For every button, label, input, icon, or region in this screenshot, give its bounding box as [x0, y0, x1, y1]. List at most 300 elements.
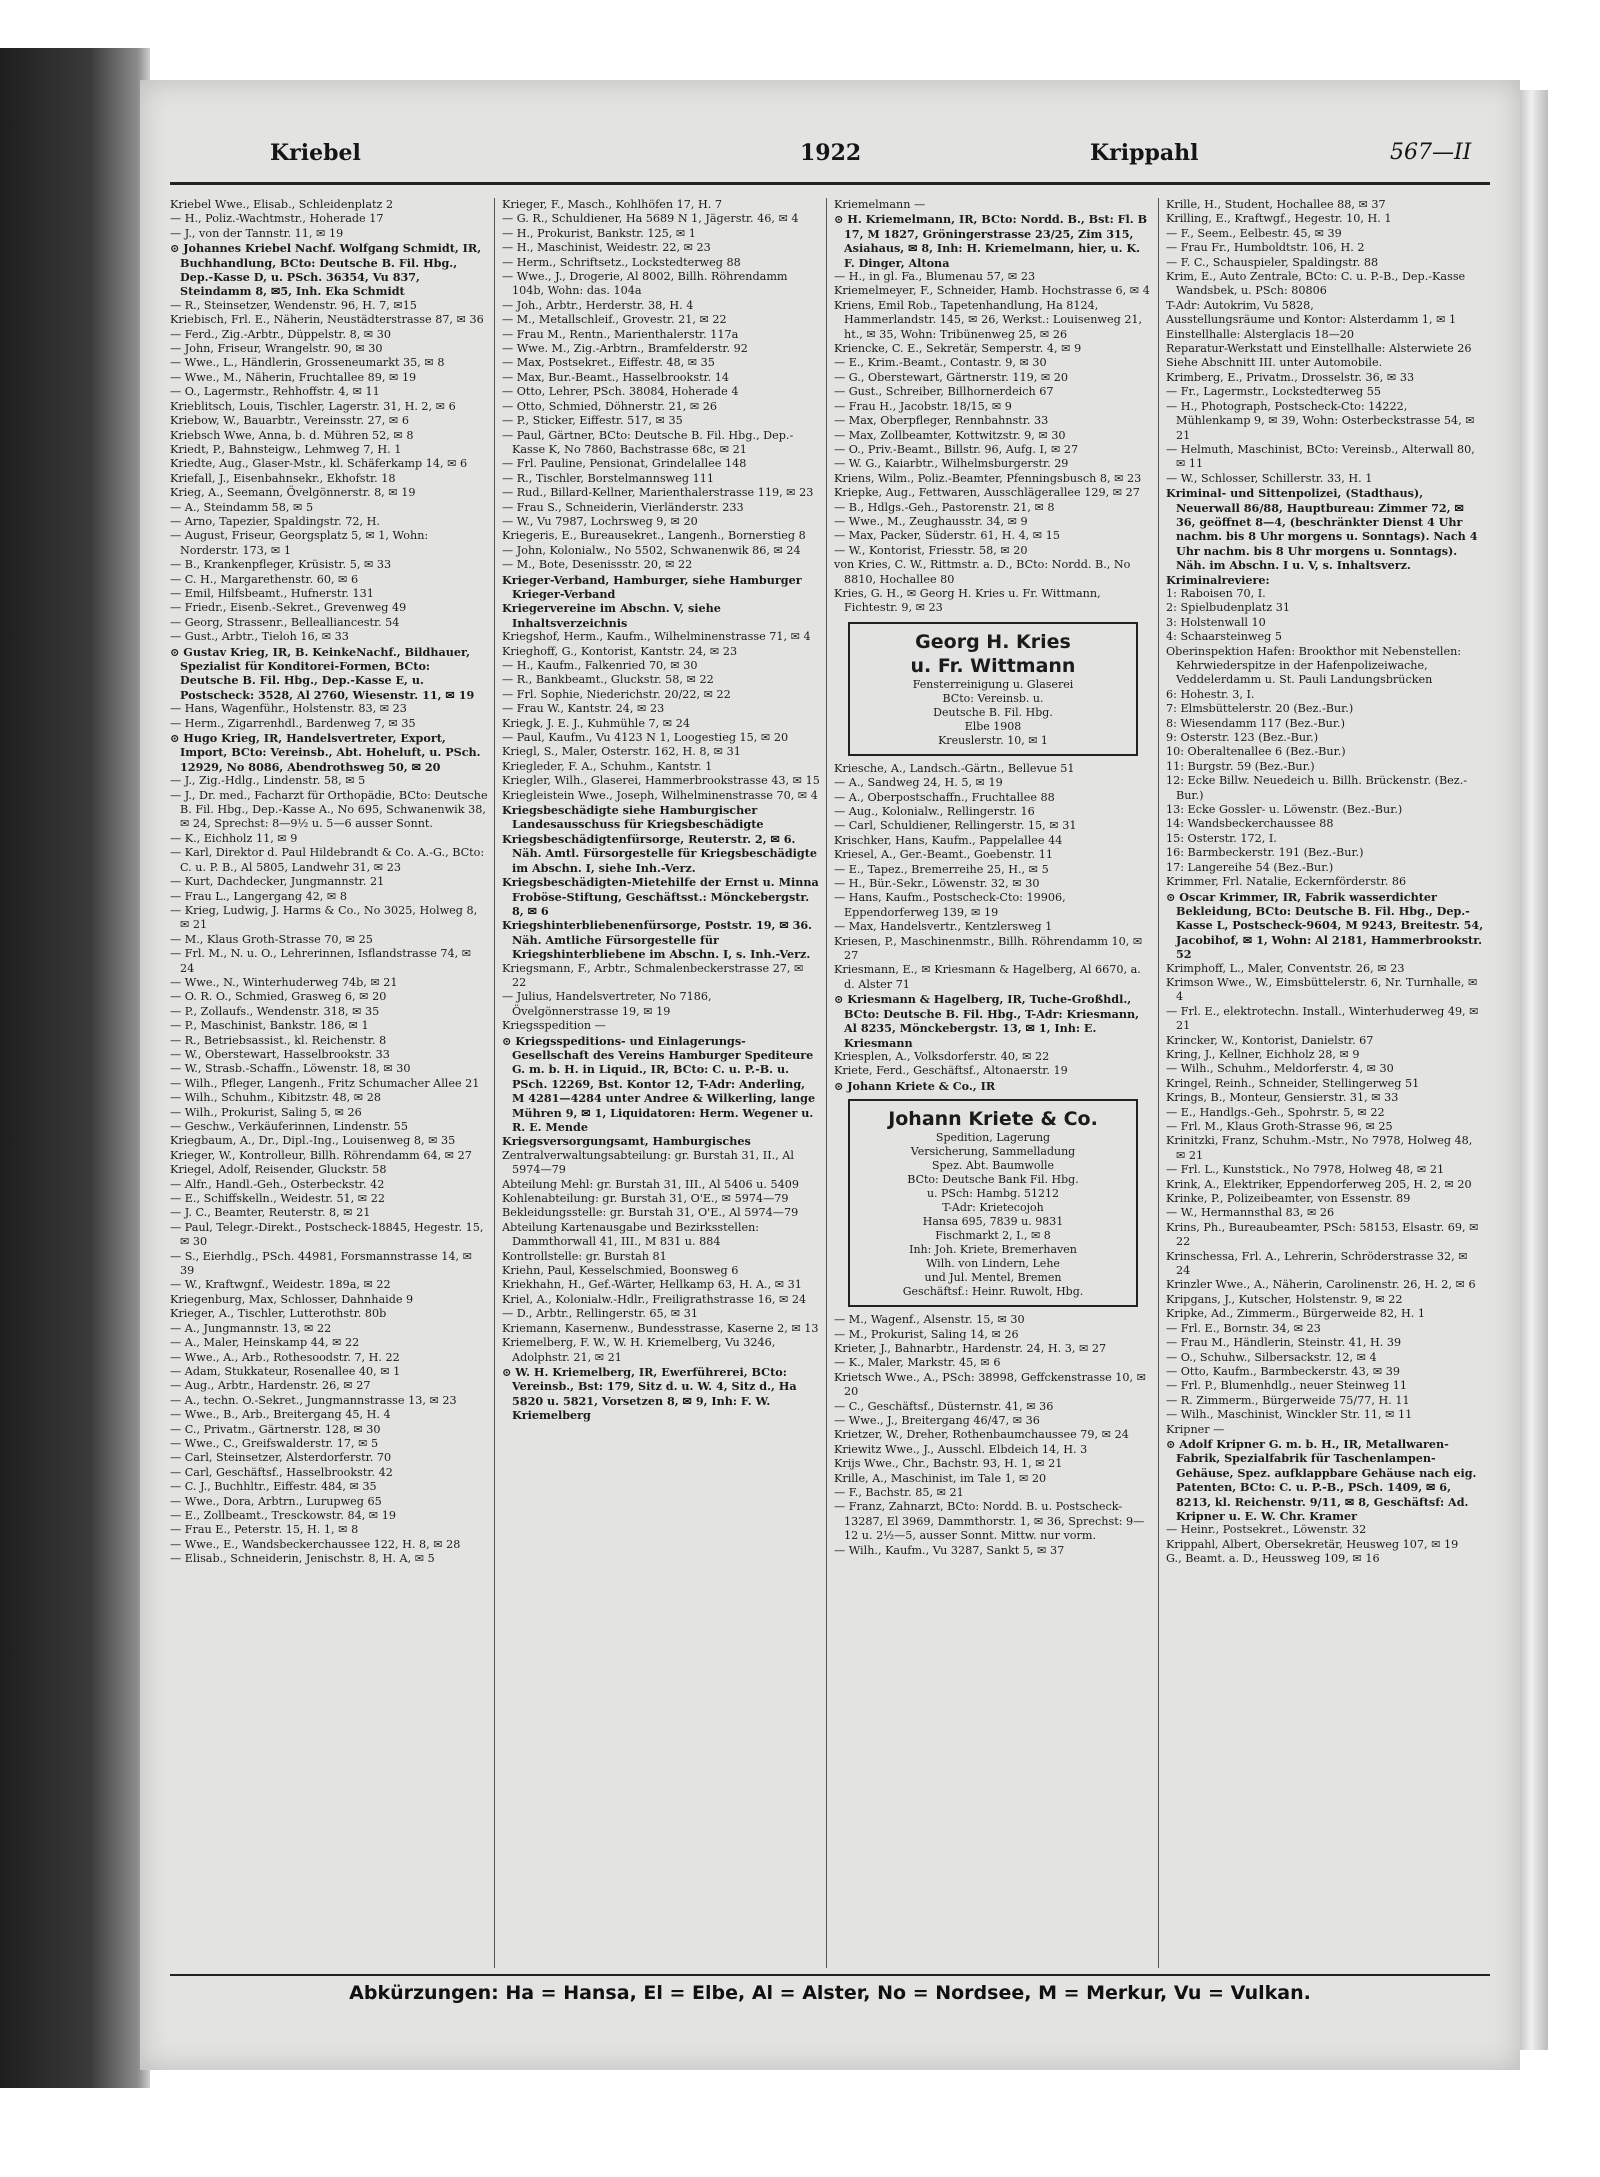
directory-entry: Krings, B., Monteur, Gensierstr. 31, ✉ 33 [1166, 1091, 1399, 1105]
directory-entry: — Wilh., Kaufm., Vu 3287, Sankt 5, ✉ 37 [834, 1543, 1065, 1557]
directory-entry: Kriete, Ferd., Geschäftsf., Altonaerstr. 19 [834, 1064, 1068, 1078]
directory-entry: — Frau M., Rentn., Marienthalerstr. 117a [502, 327, 739, 341]
directory-entry: — W., Vu 7987, Lochrsweg 9, ✉ 20 [502, 514, 698, 528]
directory-entry: Kriesplen, A., Volksdorferstr. 40, ✉ 22 [834, 1049, 1050, 1063]
directory-entry: Kringel, Reinh., Schneider, Stellingerweg 51 [1166, 1076, 1420, 1090]
column-separator [1158, 198, 1159, 1968]
book-spine [0, 48, 150, 2088]
directory-entry: Kriegsmann, F., Arbtr., Schmalenbeckerstrasse 27, ✉ 22 [502, 961, 804, 989]
directory-entry: — A., Sandweg 24, H. 5, ✉ 19 [834, 776, 1003, 790]
directory-entry: Kriegel, Adolf, Reisender, Gluckstr. 58 [170, 1163, 387, 1177]
directory-entry: Kriemann, Kasernenw., Bundesstrasse, Kaserne 2, ✉ 13 [502, 1321, 819, 1335]
directory-entry: Kriebsch Wwe, Anna, b. d. Mühren 52, ✉ 8 [170, 428, 414, 442]
advertisement-box [848, 622, 1138, 756]
directory-entry: von Kries, C. W., Rittmstr. a. D., BCto: Nordd. B., No 8810, Hochallee 80 [834, 558, 1131, 586]
directory-entry: 16: Barmbeckerstr. 191 (Bez.-Bur.) [1166, 846, 1364, 860]
directory-entry: — P., Maschinist, Bankstr. 186, ✉ 1 [170, 1019, 369, 1033]
directory-entry: Kriegleistein Wwe., Joseph, Wilhelminenstrasse 70, ✉ 4 [502, 788, 818, 802]
advertisement-title: Georg H. Kries [915, 630, 1071, 653]
directory-entry: 2: Spielbudenplatz 31 [1166, 601, 1290, 615]
directory-entry: — Frl. Pauline, Pensionat, Grindelallee 148 [502, 457, 747, 471]
directory-entry: — W., Schlosser, Schillerstr. 33, H. 1 [1166, 471, 1373, 485]
directory-entry: — Frl. Sophie, Niederichstr. 20/22, ✉ 22 [502, 687, 731, 701]
column-4 [1166, 198, 1484, 1968]
directory-entry: ⊙ Johannes Kriebel Nachf. Wolfgang Schmidt, IR, Buchhandlung, BCto: Deutsche B. Fil. Hbg., Dep.-Kasse D, u. PSch. 36354, Vu 837, Steindamm 8, ✉5, Inh. Eka Schmidt [170, 241, 482, 299]
directory-entry: — Frau Fr., Humboldtstr. 106, H. 2 [1166, 241, 1365, 255]
directory-entry: 8: Wiesendamm 117 (Bez.-Bur.) [1166, 716, 1345, 730]
page-header [170, 140, 1490, 180]
directory-entry: 6: Hohestr. 3, I. [1166, 687, 1255, 701]
directory-entry: — Wwe., Dora, Arbtrn., Lurupweg 65 [170, 1494, 382, 1508]
directory-entry: — R., Tischler, Borstelmannsweg 111 [502, 471, 714, 485]
directory-entry: Kries, G. H., ✉ Georg H. Kries u. Fr. Wittmann, Fichtestr. 9, ✉ 23 [834, 586, 1101, 615]
directory-entry: — W., Hermannsthal 83, ✉ 26 [1166, 1206, 1335, 1220]
directory-entry: Krinke, P., Polizeibeamter, von Essenstr. 89 [1166, 1192, 1411, 1206]
directory-entry: — Elisab., Schneiderin, Jenischstr. 8, H. A, ✉ 5 [170, 1552, 435, 1566]
directory-entry: — Karl, Direktor d. Paul Hildebrandt & Co. A.-G., BCto: C. u. P. B., Al 5805, Landwehr 31, ✉ 23 [170, 846, 485, 874]
directory-entry: Kriepke, Aug., Fettwaren, Ausschlägerallee 129, ✉ 27 [834, 486, 1140, 500]
directory-entry: — R. Zimmerm., Bürgerweide 75/77, H. 11 [1166, 1393, 1410, 1407]
header-page-number: 567—II [1390, 140, 1472, 165]
directory-entry: — J. C., Beamter, Reuterstr. 8, ✉ 21 [170, 1206, 371, 1220]
directory-entry: 4: Schaarsteinweg 5 [1166, 630, 1282, 644]
directory-entry: Krietsch Wwe., A., PSch: 38998, Geffckenstrasse 10, ✉ 20 [834, 1370, 1146, 1399]
directory-entry: — Frl. P., Blumenhdlg., neuer Steinweg 11 [1166, 1379, 1407, 1393]
directory-entry: — Otto, Schmied, Döhnerstr. 21, ✉ 26 [502, 399, 718, 413]
directory-entry: — H., Bür.-Sekr., Löwenstr. 32, ✉ 30 [834, 877, 1040, 891]
directory-entry: Siehe Abschnitt III. unter Automobile. [1166, 356, 1383, 370]
directory-entry: Kriegsversorgungsamt, Hamburgisches [502, 1134, 751, 1149]
directory-entry: — Krieg, Ludwig, J. Harms & Co., No 3025, Holweg 8, ✉ 21 [170, 903, 478, 932]
directory-entry: ⊙ Gustav Krieg, IR, B. KeinkeNachf., Bildhauer, Spezialist für Konditorei-Formen, BCto: Deutsche B. Fil. Hbg., Dep.-Kasse E, u. Postscheck: 3528, Al 2760, Wiesenstr. 11, ✉ 19 [170, 644, 475, 702]
directory-entry: Krietzer, W., Dreher, Rothenbaumchaussee 79, ✉ 24 [834, 1428, 1129, 1442]
column-separator [494, 198, 495, 1968]
directory-entry: Kriegler, Wilh., Glaserei, Hammerbrookstrasse 43, ✉ 15 [502, 774, 820, 788]
directory-entry: Krieger-Verband, Hamburger, siehe Hamburger Krieger-Verband [502, 572, 802, 601]
directory-entry: — M., Klaus Groth-Strasse 70, ✉ 25 [170, 932, 373, 946]
directory-entry: — C. J., Buchhltr., Eiffestr. 484, ✉ 35 [170, 1480, 377, 1494]
directory-entry: — Wwe., L., Händlerin, Grosseneumarkt 35, ✉ 8 [170, 356, 445, 370]
directory-entry: — M., Bote, Desenissstr. 20, ✉ 22 [502, 558, 693, 572]
directory-entry: — Max, Zollbeamter, Kottwitzstr. 9, ✉ 30 [834, 428, 1066, 442]
directory-entry: Kriens, Wilm., Poliz.-Beamter, Pfenningsbusch 8, ✉ 23 [834, 471, 1142, 485]
directory-entry: Krincker, W., Kontorist, Danielstr. 67 [1166, 1033, 1374, 1047]
directory-entry: — Frl. M., Klaus Groth-Strasse 96, ✉ 25 [1166, 1120, 1393, 1133]
directory-entry: — Gust., Arbtr., Tieloh 16, ✉ 33 [170, 630, 349, 644]
directory-entry: Krimphoff, L., Maler, Conventstr. 26, ✉ 23 [1166, 961, 1405, 975]
directory-entry: — Geschw., Verkäuferinnen, Lindenstr. 55 [170, 1120, 409, 1133]
abbreviations-footer: Abkürzungen: Ha = Hansa, El = Elbe, Al = Alster, No = Nordsee, M = Merkur, Vu = Vulkan. [349, 1982, 1311, 2004]
directory-entry: — E., Tapez., Bremerreihe 25, H., ✉ 5 [834, 862, 1049, 876]
directory-entry: — O., Schuhw., Silbersackstr. 12, ✉ 4 [1166, 1350, 1377, 1364]
directory-entry: — Max, Oberpfleger, Rennbahnstr. 33 [834, 414, 1049, 428]
directory-entry: — John, Friseur, Wrangelstr. 90, ✉ 30 [170, 342, 383, 356]
directory-entry: — R., Bankbeamt., Gluckstr. 58, ✉ 22 [502, 673, 714, 687]
directory-entry: — Wwe., M., Näherin, Fruchtallee 89, ✉ 19 [170, 370, 417, 384]
directory-entry: — Wwe., B., Arb., Breitergang 45, H. 4 [170, 1408, 391, 1422]
directory-entry: — W., Kraftwgnf., Weidestr. 189a, ✉ 22 [170, 1278, 391, 1292]
directory-entry: — M., Metallschleif., Grovestr. 21, ✉ 22 [502, 313, 727, 327]
advertisement-line: Fensterreinigung u. Glaserei [912, 677, 1074, 691]
directory-entry: Kontrollstelle: gr. Burstah 81 [502, 1249, 667, 1263]
directory-entry: Ausstellungsräume und Kontor: Alsterdamm 1, ✉ 1 [1166, 313, 1457, 327]
advertisement-line: Spez. Abt. Baumwolle [931, 1159, 1054, 1173]
advertisement-line: Fischmarkt 2, I., ✉ 8 [935, 1229, 1051, 1243]
advertisement-line: Inh: Joh. Kriete, Bremerhaven [909, 1243, 1077, 1257]
directory-entry: — Otto, Lehrer, PSch. 38084, Hoherade 4 [502, 385, 739, 399]
directory-entry: Kriegenburg, Max, Schlosser, Dahnhaide 9 [170, 1292, 414, 1306]
directory-entry: Kriesel, A., Ger.-Beamt., Goebenstr. 11 [834, 848, 1053, 862]
directory-entry: Kriedte, Aug., Glaser-Mstr., kl. Schäferkamp 14, ✉ 6 [170, 457, 468, 471]
directory-entry: — Heinr., Postsekret., Löwenstr. 32 [1166, 1523, 1367, 1537]
directory-entry: Krinzler Wwe., A., Näherin, Carolinenstr. 26, H. 2, ✉ 6 [1166, 1278, 1476, 1292]
directory-entry: Krink, A., Elektriker, Eppendorferweg 205, H. 2, ✉ 20 [1166, 1177, 1472, 1191]
directory-entry: — John, Kolonialw., No 5502, Schwanenwik 86, ✉ 24 [502, 543, 801, 557]
directory-entry: — H., Maschinist, Weidestr. 22, ✉ 23 [502, 241, 711, 255]
directory-entry: — J., Zig.-Hdlg., Lindenstr. 58, ✉ 5 [170, 774, 366, 788]
directory-entry: — Frau M., Händlerin, Steinstr. 41, H. 39 [1166, 1336, 1402, 1350]
directory-entry: Kriedt, P., Bahnsteigw., Lehmweg 7, H. 1 [170, 442, 402, 456]
directory-entry: — D., Arbtr., Rellingerstr. 65, ✉ 31 [502, 1307, 698, 1321]
directory-entry: — C., Privatm., Gärtnerstr. 128, ✉ 30 [170, 1422, 381, 1436]
directory-entry: ⊙ W. H. Kriemelberg, IR, Ewerführerei, BCto: Vereinsb., Bst: 179, Sitz d. u. W. 4, Sitz d., Ha 5820 u. 5821, Vorsetzen 8, ✉ 9, Inh: F. W. Kriemelberg [502, 1364, 797, 1423]
advertisement-line: Kreuslerstr. 10, ✉ 1 [938, 733, 1048, 747]
directory-entry: Kriewitz Wwe., J., Ausschl. Elbdeich 14, H. 3 [834, 1442, 1088, 1456]
directory-entry: — Frl. L., Kunststick., No 7978, Holweg 48, ✉ 21 [1166, 1163, 1445, 1177]
directory-entry: Krieghoff, G., Kontorist, Kantstr. 24, ✉ 23 [502, 644, 738, 658]
directory-entry: — August, Friseur, Georgsplatz 5, ✉ 1, Wohn: Norderstr. 173, ✉ 1 [170, 529, 429, 557]
directory-entry: — A., Maler, Heinskamp 44, ✉ 22 [170, 1336, 360, 1350]
directory-entry: — Friedr., Eisenb.-Sekret., Grevenweg 49 [170, 601, 407, 615]
directory-entry: — Franz, Zahnarzt, BCto: Nordd. B. u. Postscheck-13287, El 3969, Dammthorstr. 1, ✉ 36, Sprechst: 9—12 u. 2½—5, ausser Sonnt. Mittw. nur vorm. [834, 1500, 1145, 1543]
directory-entry: — Hans, Kaufm., Postscheck-Cto: 19906, Eppendorferweg 139, ✉ 19 [834, 891, 1066, 919]
directory-entry: Reparatur-Werkstatt und Einstellhalle: Alsterwiete 26 [1166, 342, 1472, 356]
directory-entry: — Georg, Strassenr., Bellealliancestr. 54 [170, 615, 400, 629]
directory-entry: — M., Wagenf., Alsenstr. 15, ✉ 30 [834, 1313, 1025, 1327]
directory-entry: — O., Priv.-Beamt., Billstr. 96, Aufg. I, ✉ 27 [834, 442, 1079, 456]
directory-entry: — Wwe. M., Zig.-Arbtrn., Bramfelderstr. 92 [502, 342, 748, 356]
directory-entry: — Carl, Steinsetzer, Alsterdorferstr. 70 [170, 1451, 392, 1465]
directory-entry: Kriemelmeyer, F., Schneider, Hamb. Hochstrasse 6, ✉ 4 [834, 284, 1150, 298]
directory-entry: T-Adr: Autokrim, Vu 5828, [1166, 298, 1314, 312]
directory-entry: Kriemelberg, F. W., W. H. Kriemelberg, Vu 3246, Adolphstr. 21, ✉ 21 [502, 1336, 776, 1364]
directory-entry: — Paul, Gärtner, BCto: Deutsche B. Fil. Hbg., Dep.-Kasse K, No 7860, Bachstrasse 68c, ✉ 21 [502, 428, 794, 456]
directory-entry: — Paul, Kaufm., Vu 4123 N 1, Loogestieg 15, ✉ 20 [502, 731, 789, 745]
directory-entry: Krille, A., Maschinist, im Tale 1, ✉ 20 [834, 1471, 1047, 1485]
directory-entry: — Max, Bur.-Beamt., Hasselbrookstr. 14 [502, 370, 730, 384]
directory-entry: — E., Handlgs.-Geh., Spohrstr. 5, ✉ 22 [1166, 1105, 1385, 1119]
directory-entry: — W., Oberstewart, Hasselbrookstr. 33 [170, 1047, 390, 1061]
directory-entry: — Max, Packer, Süderstr. 61, H. 4, ✉ 15 [834, 529, 1060, 543]
directory-entry: Kriegbaum, A., Dr., Dipl.-Ing., Louisenweg 8, ✉ 35 [170, 1134, 456, 1148]
directory-entry: Abteilung Kartenausgabe und Bezirksstellen: Dammthorwall 41, III., M 831 u. 884 [502, 1220, 760, 1249]
directory-entry: Kripner — [1166, 1422, 1225, 1436]
directory-entry: 17: Langereihe 54 (Bez.-Bur.) [1166, 860, 1334, 874]
directory-entry: Kriegshof, Herm., Kaufm., Wilhelminenstrasse 71, ✉ 4 [502, 630, 811, 644]
directory-entry: ⊙ Kriesmann & Hagelberg, IR, Tuche-Großhdl., BCto: Deutsche B. Fil. Hbg., T-Adr: Kriesmann, Al 8235, Mönckebergstr. 13, ✉ 1, Inh: E. Kriesmann [834, 992, 1140, 1050]
directory-entry: Kriesche, A., Landsch.-Gärtn., Bellevue 51 [834, 761, 1075, 775]
directory-entry: — Frl. M., N. u. O., Lehrerinnen, Isflandstrasse 74, ✉ 24 [170, 947, 472, 975]
directory-entry: Oberinspektion Hafen: Brookthor mit Nebenstellen: Kehrwiederspitze in der Hafenpolizeiwache, Veddelerdamm u. St. Pauli Landungsbrücken [1166, 644, 1462, 687]
directory-entry: Kriegleder, F. A., Schuhm., Kantstr. 1 [502, 759, 713, 773]
directory-entry: — E., Krim.-Beamt., Contastr. 9, ✉ 30 [834, 356, 1047, 370]
directory-entry: Kriebisch, Frl. E., Näherin, Neustädterstrasse 87, ✉ 36 [170, 313, 484, 327]
directory-entry: Kriegsspedition — [502, 1019, 606, 1033]
directory-entry: Krille, H., Student, Hochallee 88, ✉ 37 [1166, 198, 1386, 211]
directory-entry: — Ferd., Zig.-Arbtr., Düppelstr. 8, ✉ 30 [170, 327, 391, 341]
directory-entry: — C. H., Margarethenstr. 60, ✉ 6 [170, 572, 359, 586]
directory-entry: — J., Dr. med., Facharzt für Orthopädie, BCto: Deutsche B. Fil. Hbg., Dep.-Kasse A., No 695, Schwanenwik 38, ✉ 24, Sprechst: 8—9½ u. 5—6 ausser Sonnt. [170, 788, 488, 831]
directory-entry: 14: Wandsbeckerchaussee 88 [1166, 817, 1334, 831]
directory-entry: — K., Eichholz 11, ✉ 9 [170, 831, 298, 845]
directory-entry: — Max, Handelsvertr., Kentzlersweg 1 [834, 920, 1053, 934]
directory-entry: Krimson Wwe., W., Eimsbüttelerstr. 6, Nr. Turnhalle, ✉ 4 [1166, 975, 1478, 1004]
directory-entry: Kriesmann, E., ✉ Kriesmann & Hagelberg, Al 6670, a. d. Alster 71 [834, 963, 1141, 991]
directory-entry: Bekleidungsstelle: gr. Burstah 31, O'E., Al 5974—79 [502, 1206, 799, 1220]
directory-entry: Kriebow, W., Bauarbtr., Vereinsstr. 27, ✉ 6 [170, 414, 409, 428]
directory-entry: Kriegervereine im Abschn. V, siehe Inhaltsverzeichnis [502, 601, 721, 630]
advertisement-line: Elbe 1908 [964, 719, 1022, 733]
directory-entry: — Frau E., Peterstr. 15, H. 1, ✉ 8 [170, 1523, 359, 1537]
directory-entry: — C., Geschäftsf., Düsternstr. 41, ✉ 36 [834, 1399, 1054, 1413]
directory-entry: — H., Poliz.-Wachtmstr., Hoherade 17 [170, 212, 384, 226]
directory-entry: — Otto, Kaufm., Barmbeckerstr. 43, ✉ 39 [1166, 1364, 1401, 1378]
directory-entry: — Wwe., J., Drogerie, Al 8002, Billh. Röhrendamm 104b, Wohn: das. 104a [502, 270, 788, 298]
directory-entry: Kripke, Ad., Zimmerm., Bürgerweide 82, H. 1 [1166, 1307, 1426, 1321]
directory-entry: Kriemelmann — [834, 198, 926, 211]
directory-entry: — Wilh., Schuhm., Meldorferstr. 4, ✉ 30 [1166, 1062, 1394, 1076]
advertisement-line: u. PSch: Hambg. 51212 [926, 1187, 1060, 1201]
directory-entry: Einstellhalle: Alsterglacis 18—20 [1166, 327, 1355, 341]
directory-entry: ⊙ Adolf Kripner G. m. b. H., IR, Metallwaren-Fabrik, Spezialfabrik für Taschenlampen-Gehäuse, Spez. aufklappbare Gehäuse nach eig. Patenten, BCto: C. u. P.-B., PSch. 1409, ✉ 6, 8213, kl. Reichenstr. 9/11, ✉ 8, Geschäftsf: Ad. Kripner u. E. W. Chr. Kramer [1166, 1436, 1477, 1523]
directory-entry: — Fr., Lagermstr., Lockstedterweg 55 [1166, 385, 1381, 399]
directory-entry: Krimmer, Frl. Natalie, Eckernförderstr. 86 [1166, 875, 1407, 889]
directory-entry: Krieblitsch, Louis, Tischler, Lagerstr. 31, H. 2, ✉ 6 [170, 399, 456, 413]
directory-entry: 1: Raboisen 70, I. [1166, 586, 1266, 600]
directory-entry: Krijs Wwe., Chr., Bachstr. 93, H. 1, ✉ 21 [834, 1457, 1063, 1471]
directory-entry: Kriencke, C. E., Sekretär, Semperstr. 4, ✉ 9 [834, 342, 1082, 356]
directory-entry: 3: Holstenwall 10 [1166, 615, 1266, 629]
advertisement-box [848, 1099, 1138, 1307]
directory-entry: — Arno, Tapezier, Spaldingstr. 72, H. [170, 514, 380, 528]
directory-entry: 13: Ecke Gossler- u. Löwenstr. (Bez.-Bur.) [1166, 803, 1403, 817]
directory-entry: — Frl. E., elektrotechn. Install., Winterhuderweg 49, ✉ 21 [1166, 1004, 1479, 1033]
directory-entry: Kohlenabteilung: gr. Burstah 31, O'E., ✉ 5974—79 [502, 1192, 789, 1206]
directory-entry: — P., Sticker, Eiffestr. 517, ✉ 35 [502, 414, 683, 428]
directory-entry: Kriegk, J. E. J., Kuhmühle 7, ✉ 24 [502, 716, 690, 730]
directory-entry: — Rud., Billard-Kellner, Marienthalerstrasse 119, ✉ 23 [502, 486, 814, 500]
directory-entry: — A., techn. O.-Sekret., Jungmannstrasse 13, ✉ 23 [170, 1393, 457, 1407]
directory-entry: — H., Prokurist, Bankstr. 125, ✉ 1 [502, 226, 696, 240]
directory-entry: — W. G., Kaiarbtr., Wilhelmsburgerstr. 29 [834, 457, 1069, 471]
directory-entry: — R., Betriebsassist., kl. Reichenstr. 8 [170, 1033, 387, 1047]
directory-entry: — O., Lagermstr., Rehhoffstr. 4, ✉ 11 [170, 385, 380, 399]
directory-entry: — A., Steindamm 58, ✉ 5 [170, 500, 314, 514]
directory-entry: — A., Oberpostschaffn., Fruchtallee 88 [834, 790, 1055, 804]
directory-entry: — R., Steinsetzer, Wendenstr. 96, H. 7, ✉15 [170, 298, 417, 312]
directory-entry: Krinitzki, Franz, Schuhm.-Mstr., No 7978, Holweg 48, ✉ 21 [1166, 1134, 1473, 1162]
directory-entry: Kriekhahn, H., Gef.-Wärter, Hellkamp 63, H. A., ✉ 31 [502, 1278, 802, 1292]
directory-entry: — Wwe., A., Arb., Rothesoodstr. 7, H. 22 [170, 1350, 400, 1364]
directory-entry: — H., Photograph, Postscheck-Cto: 14222, Mühlenkamp 9, ✉ 39, Wohn: Osterbeckstrasse 54, ✉ 21 [1166, 399, 1475, 442]
directory-entry: Kriegshinterbliebenenfürsorge, Poststr. 19, ✉ 36. Näh. Amtliche Fürsorgestelle für Kriegshinterbliebene im Abschn. I, s. Inh.-Verz. [502, 918, 813, 962]
directory-entry: — A., Jungmannstr. 13, ✉ 22 [170, 1321, 332, 1335]
directory-entry: Krins, Ph., Bureaubeamter, PSch: 58153, Elsastr. 69, ✉ 22 [1166, 1220, 1479, 1249]
header-left-name: Kriebel [270, 140, 361, 166]
directory-entry: — Max, Postsekret., Eiffestr. 48, ✉ 35 [502, 356, 715, 370]
directory-entry: — Hans, Wagenführ., Holstenstr. 83, ✉ 23 [170, 702, 407, 716]
directory-entry: — E., Zollbeamt., Tresckowstr. 84, ✉ 19 [170, 1508, 396, 1522]
directory-entry: — B., Hdlgs.-Geh., Pastorenstr. 21, ✉ 8 [834, 500, 1055, 514]
directory-entry: Kriefall, J., Eisenbahnsekr., Ekhofstr. 18 [170, 471, 396, 485]
directory-entry: Krieter, J., Bahnarbtr., Hardenstr. 24, H. 3, ✉ 27 [834, 1341, 1107, 1355]
directory-entry: Kriegsbeschädigten-Mietehilfe der Ernst u. Minna Froböse-Stiftung, Geschäftsst.: Mönckebergstr. 8, ✉ 6 [502, 875, 819, 918]
directory-entry: — G. R., Schuldiener, Ha 5689 N 1, Jägerstr. 46, ✉ 4 [502, 212, 799, 226]
directory-entry: Kriens, Emil Rob., Tapetenhandlung, Ha 8124, Hammerlandstr. 145, ✉ 26, Werkst.: Louisenweg 21, ht., ✉ 35, Wohn: Tribünenweg 25, ✉ 26 [834, 298, 1143, 341]
directory-entry: 12: Ecke Billw. Neuedeich u. Billh. Brückenstr. (Bez.-Bur.) [1166, 774, 1468, 802]
directory-entry: Krieger, W., Kontrolleur, Billh. Röhrendamm 64, ✉ 27 [170, 1148, 472, 1162]
advertisement-line: Deutsche B. Fil. Hbg. [933, 705, 1053, 719]
directory-entry: — Gust., Schreiber, Billhornerdeich 67 [834, 385, 1054, 399]
page-edge [1520, 90, 1548, 2050]
advertisement-line: Spedition, Lagerung [935, 1131, 1051, 1145]
advertisement-line: T-Adr: Krietecojoh [942, 1201, 1044, 1215]
directory-entry: 10: Oberaltenallee 6 (Bez.-Bur.) [1166, 745, 1346, 759]
directory-entry: — Julius, Handelsvertreter, No 7186, Övelgönnerstrasse 19, ✉ 19 [502, 990, 712, 1018]
directory-entry: Kriegsbeschädigte siehe Hamburgischer Landesausschuss für Kriegsbeschädigte [502, 803, 764, 832]
directory-entry: Kriminalreviere: [1166, 572, 1270, 587]
directory-entry: — Aug., Arbtr., Hardenstr. 26, ✉ 27 [170, 1379, 371, 1393]
directory-entry: Kriminal- und Sittenpolizei, (Stadthaus), Neuerwall 86/88, Hauptbureau: Zimmer 72, ✉ 36, geöffnet 8—4, (beschränkter Dienst 4 Uhr nachm. bis 8 Uhr morgens u. Sonntags). Nach 4 Uhr nachm. bis 8 Uhr morgens u. Sonntags). Näh. im Abschn. I u. V, s. Inhaltsverz. [1166, 486, 1478, 573]
directory-entry: — Frau W., Kantstr. 24, ✉ 23 [502, 702, 665, 716]
directory-entry: — J., von der Tannstr. 11, ✉ 19 [170, 226, 344, 240]
directory-entry: — Carl, Geschäftsf., Hasselbrookstr. 42 [170, 1465, 393, 1479]
directory-entry: Abteilung Mehl: gr. Burstah 31, III., Al 5406 u. 5409 [502, 1177, 799, 1191]
directory-entry: — Frau L., Langergang 42, ✉ 8 [170, 889, 347, 903]
footer-rule [170, 1974, 1490, 1976]
directory-entry: — F., Seem., Eelbestr. 45, ✉ 39 [1166, 226, 1342, 240]
directory-entry: — Frl. E., Bornstr. 34, ✉ 23 [1166, 1321, 1321, 1335]
advertisement-title: u. Fr. Wittmann [910, 654, 1076, 677]
advertisement-line: und Jul. Mentel, Bremen [924, 1271, 1062, 1285]
directory-entry: — Wwe., N., Winterhuderweg 74b, ✉ 21 [170, 975, 398, 989]
directory-entry: — Wwe., E., Wandsbeckerchaussee 122, H. 8, ✉ 28 [170, 1537, 461, 1551]
directory-entry: Kriegeris, E., Bureausekret., Langenh., Bornerstieg 8 [502, 529, 806, 543]
directory-entry: — Frau S., Schneiderin, Vierländerstr. 233 [502, 500, 744, 514]
directory-entry: 7: Elmsbüttelerstr. 20 (Bez.-Bur.) [1166, 702, 1354, 716]
directory-entry: Kriebel Wwe., Elisab., Schleidenplatz 2 [170, 198, 394, 211]
directory-entry: — F. C., Schauspieler, Spaldingstr. 88 [1166, 255, 1379, 269]
advertisement-line: BCto: Deutsche Bank Fil. Hbg. [907, 1173, 1079, 1187]
directory-entry: Krinschessa, Frl. A., Lehrerin, Schröderstrasse 32, ✉ 24 [1166, 1249, 1468, 1278]
advertisement-line: Wilh. von Lindern, Lehe [926, 1257, 1060, 1271]
directory-entry: Kripgans, J., Kutscher, Holstenstr. 9, ✉ 22 [1166, 1292, 1403, 1306]
directory-entry: Kriegsbeschädigtenfürsorge, Reuterstr. 2, ✉ 6. Näh. Amtl. Fürsorgestelle für Kriegsbeschädigte im Abschn. I, siehe Inh.-Verz. [502, 831, 818, 875]
header-year: 1922 [800, 140, 862, 166]
directory-entry: — Herm., Zigarrenhdl., Bardenweg 7, ✉ 35 [170, 716, 416, 730]
directory-entry: Kriehn, Paul, Kesselschmied, Boonsweg 6 [502, 1264, 739, 1278]
column-1 [170, 198, 488, 1968]
directory-entry: Krieger, F., Masch., Kohlhöfen 17, H. 7 [502, 198, 722, 211]
directory-entry: — W., Strasb.-Schaffn., Löwenstr. 18, ✉ 30 [170, 1062, 411, 1076]
directory-entry: Krilling, E., Kraftwgf., Hegestr. 10, H. 1 [1166, 212, 1392, 226]
directory-entry: — H., Kaufm., Falkenried 70, ✉ 30 [502, 659, 698, 672]
directory-entry: Krieger, A., Tischler, Lutterothstr. 80b [170, 1307, 387, 1321]
directory-entry: 9: Osterstr. 123 (Bez.-Bur.) [1166, 731, 1319, 745]
directory-entry: Zentralverwaltungsabteilung: gr. Burstah 31, II., Al 5974—79 [502, 1148, 794, 1177]
directory-entry: ⊙ H. Kriemelmann, IR, BCto: Nordd. B., Bst: Fl. B 17, M 1827, Gröningerstrasse 23/25, Zim 315, Asiahaus, ✉ 8, Inh: H. Kriemelmann, hier, u. K. F. Dinger, Altona [834, 212, 1148, 270]
directory-entry: — Carl, Schuldiener, Rellingerstr. 15, ✉ 31 [834, 819, 1077, 833]
directory-entry: ⊙ Johann Kriete & Co., IR [834, 1078, 996, 1093]
directory-entry: — Frau H., Jacobstr. 18/15, ✉ 9 [834, 399, 1012, 413]
directory-entry: — Wilh., Maschinist, Winckler Str. 11, ✉ 11 [1166, 1408, 1413, 1422]
directory-entry: Krieg, A., Seemann, Övelgönnerstr. 8, ✉ 19 [170, 486, 416, 500]
advertisement-line: BCto: Vereinsb. u. [942, 691, 1044, 705]
directory-entry: — H., in gl. Fa., Blumenau 57, ✉ 23 [834, 270, 1036, 284]
directory-entry: 15: Osterstr. 172, I. [1166, 831, 1277, 845]
directory-entry: G., Beamt. a. D., Heussweg 109, ✉ 16 [1166, 1552, 1380, 1566]
directory-entry: — Adam, Stukkateur, Rosenallee 40, ✉ 1 [170, 1364, 401, 1378]
header-rule [170, 182, 1490, 185]
directory-entry: — Joh., Arbtr., Herderstr. 38, H. 4 [502, 298, 694, 312]
column-separator [826, 198, 827, 1968]
directory-entry: — M., Prokurist, Saling 14, ✉ 26 [834, 1327, 1019, 1341]
directory-entry: ⊙ Oscar Krimmer, IR, Fabrik wasserdichter Bekleidung, BCto: Deutsche B. Fil. Hbg., Dep.-Kasse L, Postscheck-9604, M 9243, Breitestr. 54, Jacobihof, ✉ 1, Wohn: Al 2181, Hammerbrookstr. 52 [1166, 889, 1484, 962]
advertisement-line: Hansa 695, 7839 u. 9831 [922, 1215, 1064, 1229]
directory-page [140, 80, 1520, 2070]
directory-entry: — E., Schiffskelln., Weidestr. 51, ✉ 22 [170, 1192, 385, 1206]
directory-entry: Krim, E., Auto Zentrale, BCto: C. u. P.-B., Dep.-Kasse Wandsbek, u. PSch: 80806 [1166, 270, 1466, 298]
directory-entry: 11: Burgstr. 59 (Bez.-Bur.) [1166, 759, 1315, 773]
directory-entry: ⊙ Hugo Krieg, IR, Handelsvertreter, Export, Import, BCto: Vereinsb., Abt. Hoheluft, u. PSch. 12929, No 8086, Abendrothsweg 50, ✉ 20 [170, 731, 481, 774]
directory-entry: — Wilh., Pfleger, Langenh., Fritz Schumacher Allee 21 [170, 1076, 480, 1090]
directory-entry: — O. R. O., Schmied, Grasweg 6, ✉ 20 [170, 990, 387, 1004]
directory-entry: — Wilh., Schuhm., Kibitzstr. 48, ✉ 28 [170, 1091, 381, 1105]
column-3 [834, 198, 1152, 1968]
directory-entry: — Wwe., M., Zeughausstr. 34, ✉ 9 [834, 514, 1028, 528]
directory-entry: — K., Maler, Markstr. 45, ✉ 6 [834, 1356, 1001, 1370]
directory-entry: — Kurt, Dachdecker, Jungmannstr. 21 [170, 875, 385, 889]
directory-entry: — P., Zollaufs., Wendenstr. 318, ✉ 35 [170, 1004, 380, 1018]
directory-entry: — Paul, Telegr.-Direkt., Postscheck-18845, Hegestr. 15, ✉ 30 [170, 1220, 484, 1249]
header-right-name: Krippahl [1090, 140, 1199, 166]
directory-entry: — S., Eierhdlg., PSch. 44981, Forsmannstrasse 14, ✉ 39 [170, 1249, 472, 1278]
directory-entry: — W., Kontorist, Friesstr. 58, ✉ 20 [834, 543, 1028, 557]
directory-entry: Krimberg, E., Privatm., Drosselstr. 36, ✉ 33 [1166, 370, 1415, 384]
directory-entry: — Aug., Kolonialw., Rellingerstr. 16 [834, 805, 1035, 818]
directory-entry: — Herm., Schriftsetz., Lockstedterweg 88 [502, 255, 741, 269]
advertisement-line: Versicherung, Sammelladung [910, 1145, 1076, 1159]
advertisement-line: Geschäftsf.: Heinr. Ruwolt, Hbg. [902, 1285, 1084, 1299]
directory-entry: Kring, J., Kellner, Eichholz 28, ✉ 9 [1166, 1047, 1360, 1061]
directory-entry: — Wilh., Prokurist, Saling 5, ✉ 26 [170, 1105, 362, 1119]
directory-entry: — Wwe., C., Greifswalderstr. 17, ✉ 5 [170, 1436, 379, 1450]
directory-entry: Krippahl, Albert, Obersekretär, Heusweg 107, ✉ 19 [1166, 1537, 1459, 1551]
directory-entry: — Wwe., J., Breitergang 46/47, ✉ 36 [834, 1413, 1040, 1427]
directory-entry: — G., Oberstewart, Gärtnerstr. 119, ✉ 20 [834, 370, 1069, 384]
directory-entry: — Alfr., Handl.-Geh., Osterbeckstr. 42 [170, 1177, 385, 1191]
directory-entry: Kriegl, S., Maler, Osterstr. 162, H. 8, ✉ 31 [502, 745, 741, 759]
directory-entry: Kriel, A., Kolonialw.-Hdlr., Freiligrathstrasse 16, ✉ 24 [502, 1292, 807, 1306]
directory-entry: — Helmuth, Maschinist, BCto: Vereinsb., Alterwall 80, ✉ 11 [1166, 442, 1475, 471]
directory-entry: Krischker, Hans, Kaufm., Pappelallee 44 [834, 833, 1063, 847]
directory-entry: ⊙ Kriegsspeditions- und Einlagerungs-Gesellschaft des Vereins Hamburger Spediteure G. m. b. H. in Liquid., IR, BCto: C. u. P.-B. u. PSch. 12269, Bst. Kontor 12, T-Adr: Anderling, M 4281—4284 unter Andree & Wilkerling, lange Mühren 9, ✉ 1, Liquidatoren: Herm. Wegener u. R. E. Mende [502, 1033, 816, 1134]
directory-entry: — Emil, Hilfsbeamt., Hufnerstr. 131 [170, 586, 374, 600]
advertisement-title: Johann Kriete & Co. [888, 1108, 1098, 1131]
directory-entry: — F., Bachstr. 85, ✉ 21 [834, 1486, 964, 1499]
column-2 [502, 198, 820, 1968]
directory-entry: — B., Krankenpfleger, Krüsistr. 5, ✉ 33 [170, 558, 392, 572]
